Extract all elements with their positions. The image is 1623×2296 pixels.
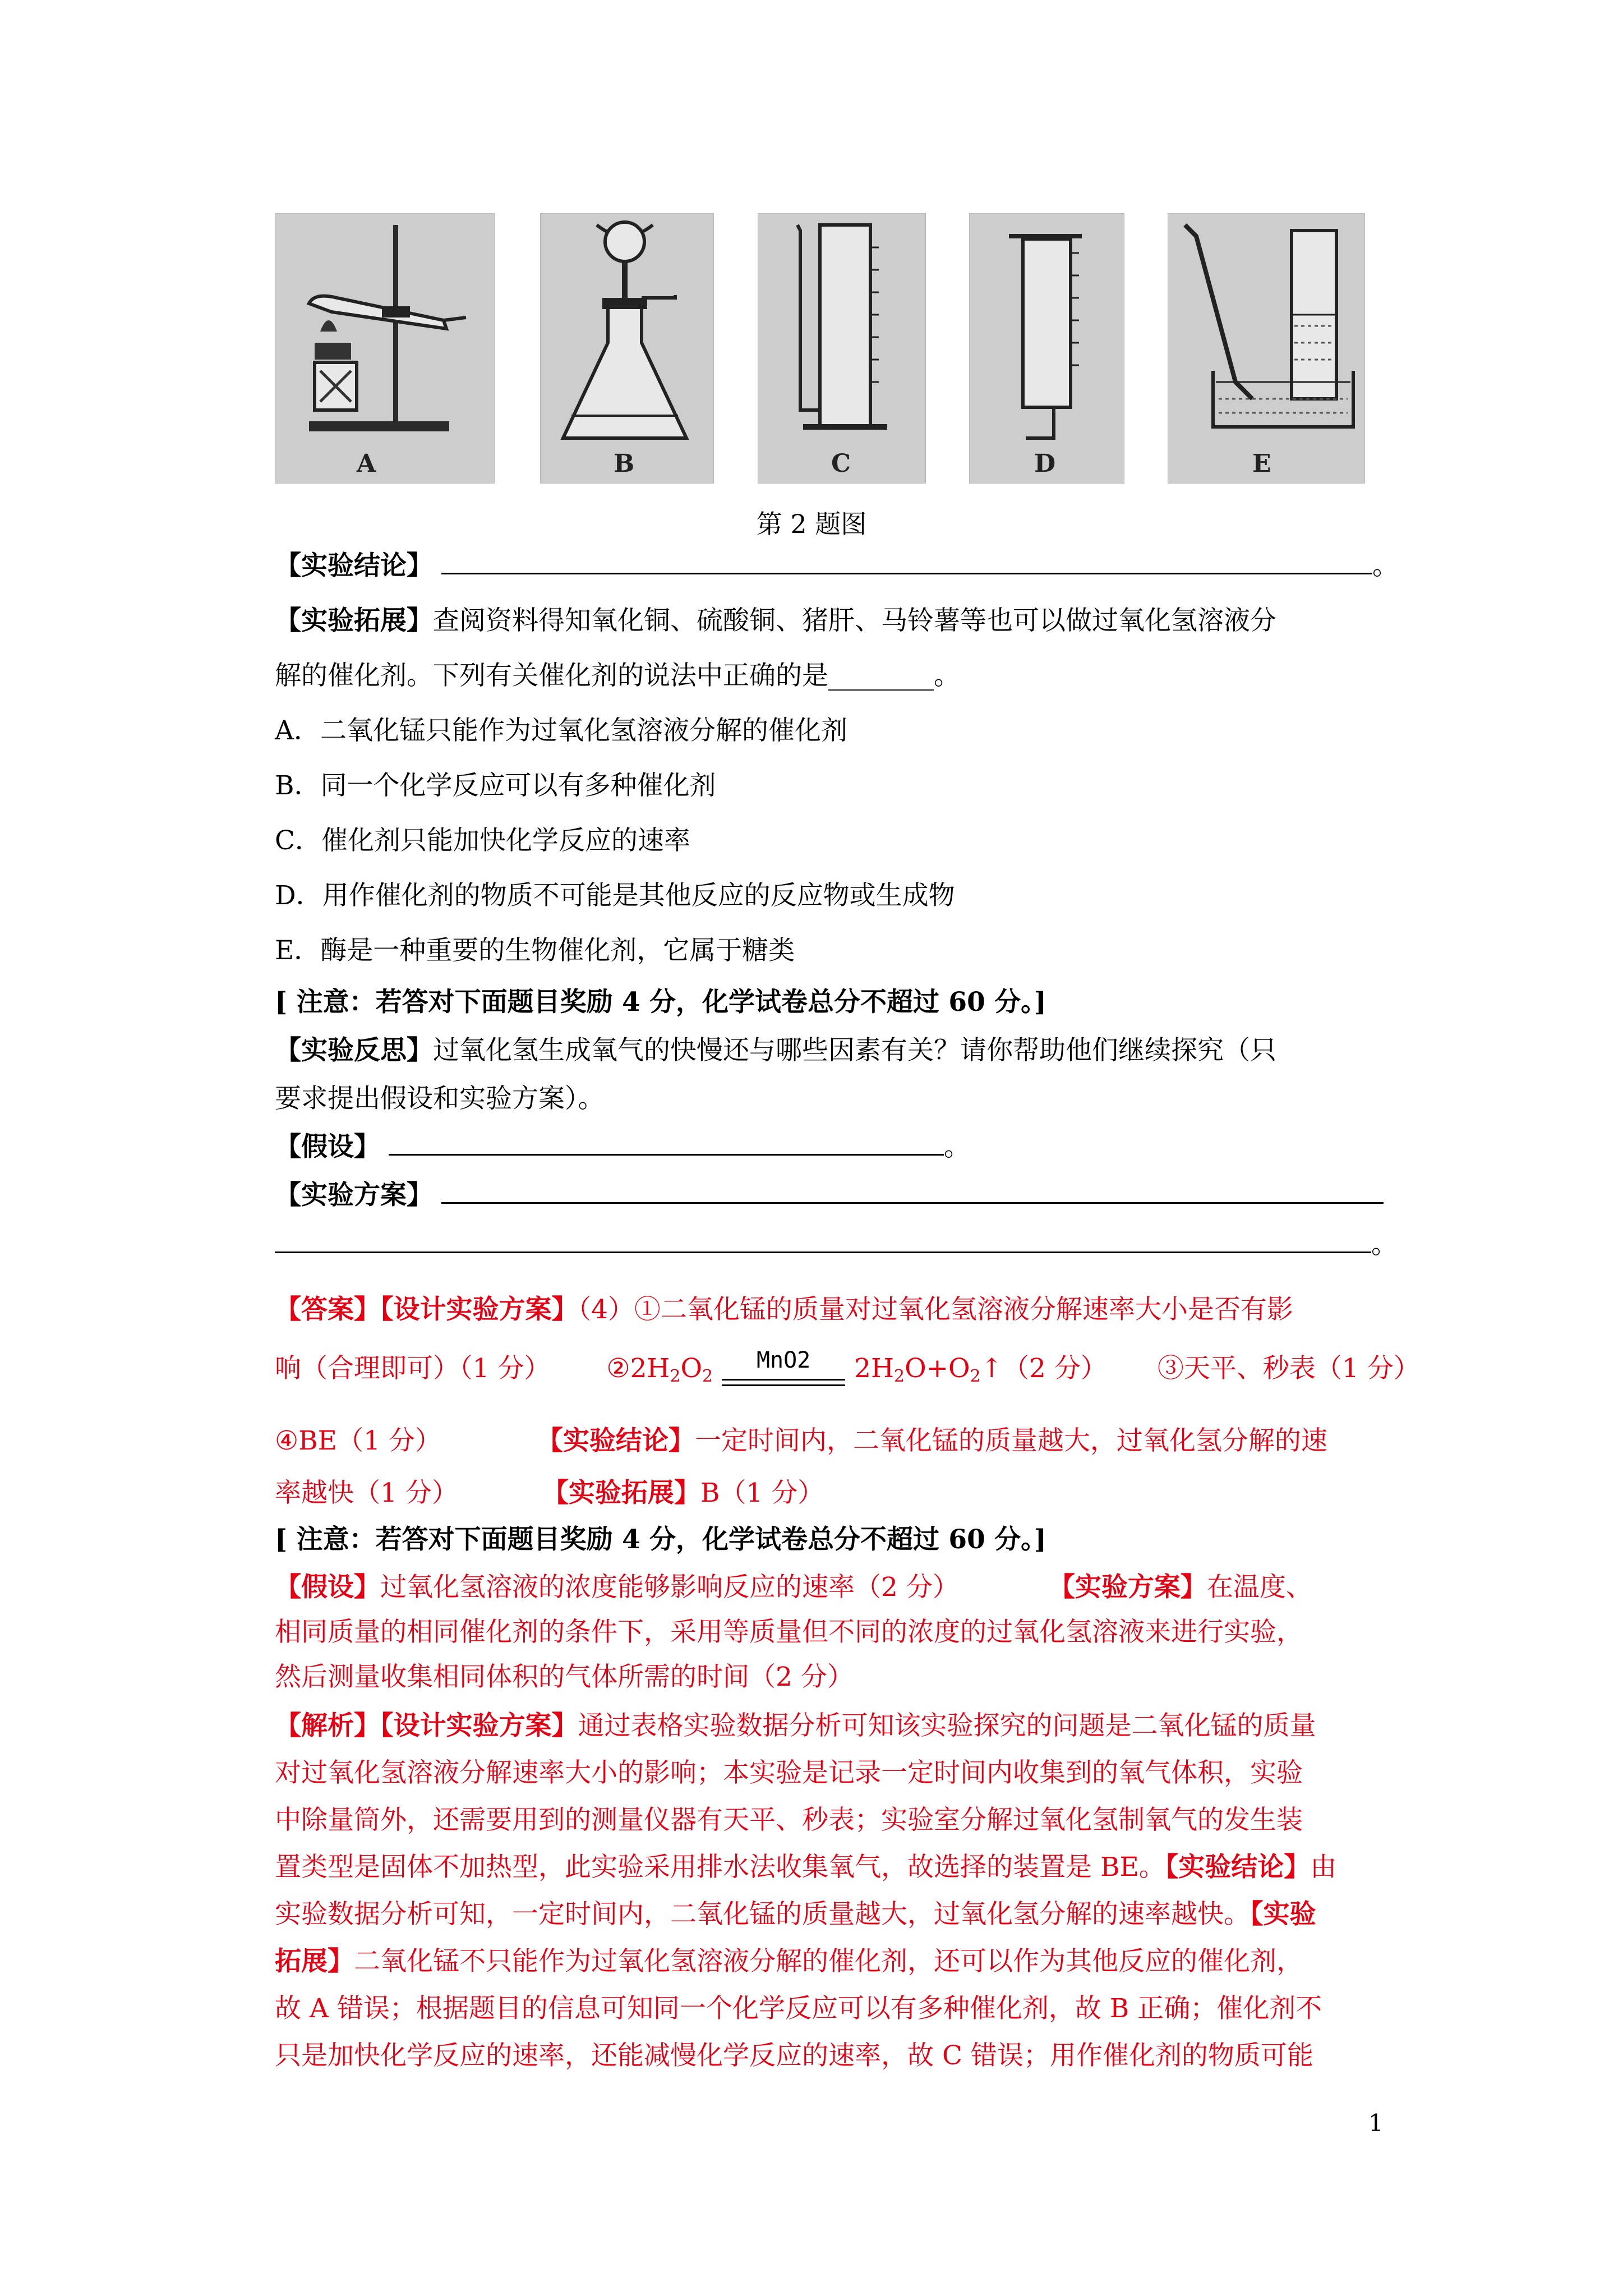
page-number: 1 xyxy=(1368,2109,1384,2137)
apparatus-d-image xyxy=(969,213,1124,484)
extension-line-1 xyxy=(275,593,1391,648)
answer-hypothesis-label: 【假设】 xyxy=(275,1572,380,1603)
extension-text-2: 解的催化剂。下列有关催化剂的说法中正确的是________。 xyxy=(275,660,960,691)
option-b: B．同一个化学反应可以有多种催化剂 xyxy=(275,770,716,801)
hypothesis-answer-blank[interactable] xyxy=(389,1125,944,1156)
answer-line-3 xyxy=(275,1410,1391,1472)
apparatus-e-image xyxy=(1168,213,1365,484)
answer-text-6a: 过氧化氢溶液的浓度能够影响反应的速率（2 分） xyxy=(380,1572,959,1603)
option-d: D．用作催化剂的物质不可能是其他反应的反应物或生成物 xyxy=(275,880,955,911)
conclusion-label: 【实验结论】 xyxy=(275,550,433,581)
figure-label-e: E xyxy=(1252,449,1271,478)
answer-text-6b: 在温度、 xyxy=(1206,1572,1312,1603)
option-a: A．二氧化锰只能作为过氧化氢溶液分解的催化剂 xyxy=(275,715,847,746)
hypothesis-label: 【假设】 xyxy=(275,1131,380,1162)
conclusion-end: 。 xyxy=(1372,550,1399,581)
answer-formula-right: $2H_2O+O_2↑(2$ 分） xyxy=(854,1353,1107,1386)
analysis-design-label: 【设计实验方案】 xyxy=(380,1710,578,1741)
option-c: C．催化剂只能加快化学反应的速率 xyxy=(275,825,690,856)
plan-label: 【实验方案】 xyxy=(275,1180,433,1211)
apparatus-e-drawing xyxy=(1168,214,1364,483)
analysis-text-5a: 实验数据分析可知，一定时间内，二氧化锰的质量越大，过氧化氢分解的速率越快。 xyxy=(275,1899,1250,1930)
reflection-text-2: 要求提出假设和实验方案）。 xyxy=(275,1083,605,1114)
reflection-text-1: 过氧化氢生成氧气的快慢还与哪些因素有关？请你帮助他们继续探究（只 xyxy=(433,1035,1276,1066)
answer-text-2d: ③天平、秒表（1 分） xyxy=(1157,1353,1420,1384)
apparatus-c-drawing xyxy=(758,214,925,483)
figure-label-d: D xyxy=(1034,449,1056,478)
plan-answer-blank-2[interactable] xyxy=(275,1222,1371,1253)
answer-bonus-note: [ 注意：若答对下面题目奖励 4 分，化学试卷总分不超过 60 分。] xyxy=(275,1524,1046,1555)
answer-text-4b: B（1 分） xyxy=(700,1478,824,1508)
analysis-text-7: 故 A 错误；根据题目的信息可知同一个化学反应可以有多种催化剂，故 B 正确；催化剂不 xyxy=(275,1993,1322,2024)
apparatus-b-drawing xyxy=(541,214,713,483)
answer-formula-left: $②2H_2O_2$ xyxy=(606,1353,713,1386)
analysis-text-2: 对过氧化氢溶液分解速率大小的影响；本实验是记录一定时间内收集到的氧气体积，实验 xyxy=(275,1757,1303,1788)
option-e: E．酶是一种重要的生物催化剂，它属于糖类 xyxy=(275,935,795,966)
plan-answer-blank-1[interactable] xyxy=(441,1173,1384,1204)
apparatus-a-drawing xyxy=(275,214,494,483)
apparatus-a-image xyxy=(275,213,495,484)
answer-text-7: 相同质量的相同催化剂的条件下，采用等质量但不同的浓度的过氧化氢溶液来进行实验， xyxy=(275,1617,1303,1648)
plan-end: 。 xyxy=(1371,1229,1398,1260)
figure-label-b: B xyxy=(614,449,635,478)
hypothesis-line xyxy=(275,1123,1391,1171)
answer-conclusion-label: 【实验结论】 xyxy=(536,1425,695,1456)
answer-plan-label: 【实验方案】 xyxy=(1048,1572,1207,1603)
answer-label: 【答案】 xyxy=(275,1294,380,1325)
analysis-conclusion-label: 【实验结论】 xyxy=(1165,1852,1311,1883)
answer-extension-label: 【实验拓展】 xyxy=(542,1478,700,1508)
analysis-text-8: 只是加快化学反应的速率，还能减慢化学反应的速率，故 C 错误；用作催化剂的物质可能 xyxy=(275,2040,1313,2071)
reflection-label: 【实验反思】 xyxy=(275,1035,433,1066)
analysis-text-6: 二氧化锰不只能作为过氧化氢溶液分解的催化剂，还可以作为其他反应的催化剂， xyxy=(354,1946,1303,1977)
analysis-line-5 xyxy=(275,1891,1391,1938)
apparatus-b-image xyxy=(540,213,714,484)
catalyst-label: MnO2 xyxy=(756,1347,811,1373)
analysis-extension-label-2: 拓展】 xyxy=(275,1946,354,1977)
answer-line-6 xyxy=(275,1565,1391,1610)
analysis-extension-label-1: 【实验 xyxy=(1250,1899,1316,1930)
figure-caption: 第 2 题图 xyxy=(756,509,867,539)
answer-line-4 xyxy=(275,1472,1391,1515)
conclusion-line xyxy=(275,539,1399,593)
analysis-text-4b: 由 xyxy=(1310,1852,1337,1883)
plan-line-1 xyxy=(275,1171,1391,1220)
analysis-text-1: 通过表格实验数据分析可知该实验探究的问题是二氧化锰的质量 xyxy=(578,1710,1316,1741)
reaction-arrow xyxy=(722,1347,845,1390)
figure-label-c: C xyxy=(831,449,851,478)
answer-text-3a: ④BE（1 分） xyxy=(275,1425,441,1456)
figure-label-a: A xyxy=(357,449,376,478)
extension-label: 【实验拓展】 xyxy=(275,605,433,636)
answer-line-2 xyxy=(275,1335,1420,1410)
analysis-text-4a: 置类型是固体不加热型，此实验采用排水法收集氧气，故选择的装置是 BE。 xyxy=(275,1852,1165,1883)
apparatus-d-drawing xyxy=(970,214,1124,483)
answer-line-1 xyxy=(275,1285,1391,1335)
answer-text-2a: 响（合理即可）（1 分） xyxy=(275,1353,551,1384)
analysis-block xyxy=(275,1703,1391,2079)
answer-text-4a: 率越快（1 分） xyxy=(275,1478,458,1508)
answer-text-3b: 一定时间内，二氧化锰的质量越大，过氧化氢分解的速 xyxy=(694,1425,1327,1456)
analysis-line-6 xyxy=(275,1938,1391,1985)
plan-line-2 xyxy=(275,1220,1398,1270)
analysis-label: 【解析】 xyxy=(275,1710,380,1741)
answer-design-label: 【设计实验方案】 xyxy=(380,1294,578,1325)
analysis-line-4 xyxy=(275,1844,1391,1891)
question-block xyxy=(275,539,1399,1270)
bonus-note: [ 注意：若答对下面题目奖励 4 分，化学试卷总分不超过 60 分。] xyxy=(275,987,1046,1018)
answer-block xyxy=(275,1285,1420,1700)
hypothesis-end: 。 xyxy=(943,1131,970,1162)
analysis-line-1 xyxy=(275,1703,1391,1750)
reflection-line-1 xyxy=(275,1027,1391,1075)
extension-text-1: 查阅资料得知氧化铜、硫酸铜、猪肝、马铃薯等也可以做过氧化氢溶液分 xyxy=(433,605,1276,636)
apparatus-c-image xyxy=(758,213,926,484)
answer-text-1: （4）①二氧化锰的质量对过氧化氢溶液分解速率大小是否有影 xyxy=(578,1294,1293,1325)
conclusion-answer-blank[interactable] xyxy=(441,544,1372,574)
analysis-text-3: 中除量筒外，还需要用到的测量仪器有天平、秒表；实验室分解过氧化氢制氧气的发生装 xyxy=(275,1805,1303,1835)
answer-text-8: 然后测量收集相同体积的气体所需的时间（2 分） xyxy=(275,1662,854,1692)
